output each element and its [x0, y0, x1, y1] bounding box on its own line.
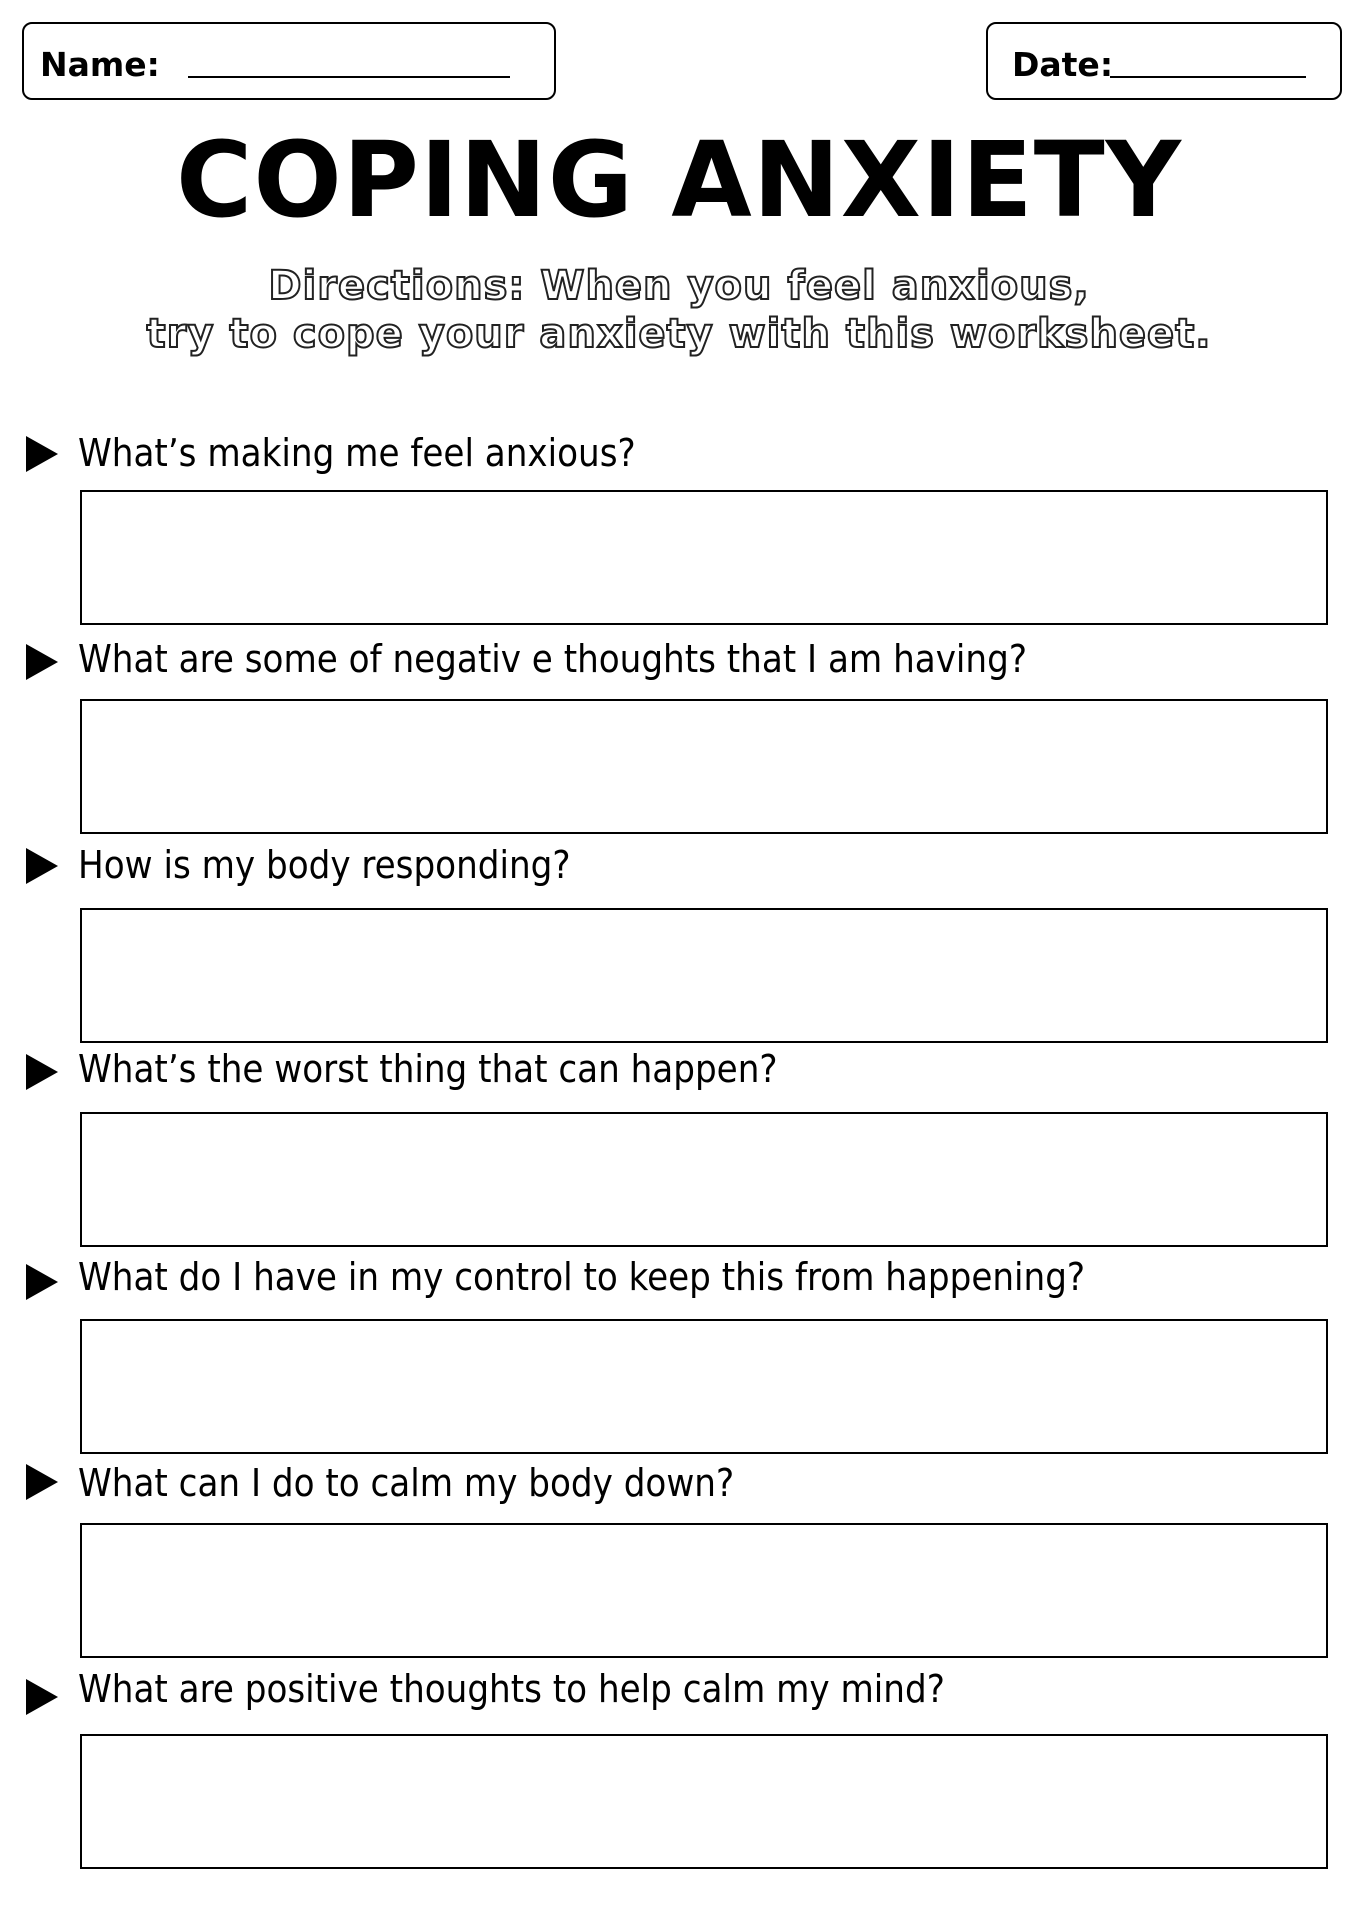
date-write-line[interactable] [1110, 76, 1306, 78]
answer-box-7[interactable] [80, 1734, 1328, 1869]
answer-box-5[interactable] [80, 1319, 1328, 1454]
answer-box-6[interactable] [80, 1523, 1328, 1658]
directions-line-1: Directions: When you feel anxious, [268, 263, 1090, 309]
bullet-arrow-icon [26, 848, 58, 884]
question-6-text: What can I do to calm my body down? [78, 1461, 735, 1505]
name-field[interactable] [22, 22, 556, 100]
answer-box-1[interactable] [80, 490, 1328, 625]
question-5-text: What do I have in my control to keep this from happening? [78, 1255, 1086, 1299]
date-label: Date: [1012, 45, 1114, 84]
worksheet-title: COPING ANXIETY [176, 119, 1182, 241]
bullet-arrow-icon [26, 436, 58, 472]
name-write-line[interactable] [188, 76, 510, 78]
question-4-text: What’s the worst thing that can happen? [78, 1047, 778, 1091]
bullet-arrow-icon [26, 1464, 58, 1500]
date-field[interactable] [986, 22, 1342, 100]
answer-box-2[interactable] [80, 699, 1328, 834]
directions-line-2: try to cope your anxiety with this worksheet. [146, 311, 1212, 357]
bullet-arrow-icon [26, 1679, 58, 1715]
question-1-text: What’s making me feel anxious? [78, 431, 636, 475]
name-label: Name: [40, 45, 160, 84]
answer-box-4[interactable] [80, 1112, 1328, 1247]
bullet-arrow-icon [26, 1264, 58, 1300]
question-7-text: What are positive thoughts to help calm my mind? [78, 1667, 945, 1711]
question-2-text: What are some of negativ e thoughts that I am having? [78, 637, 1027, 681]
question-3-text: How is my body responding? [78, 843, 571, 887]
bullet-arrow-icon [26, 644, 58, 680]
answer-box-3[interactable] [80, 908, 1328, 1043]
bullet-arrow-icon [26, 1054, 58, 1090]
